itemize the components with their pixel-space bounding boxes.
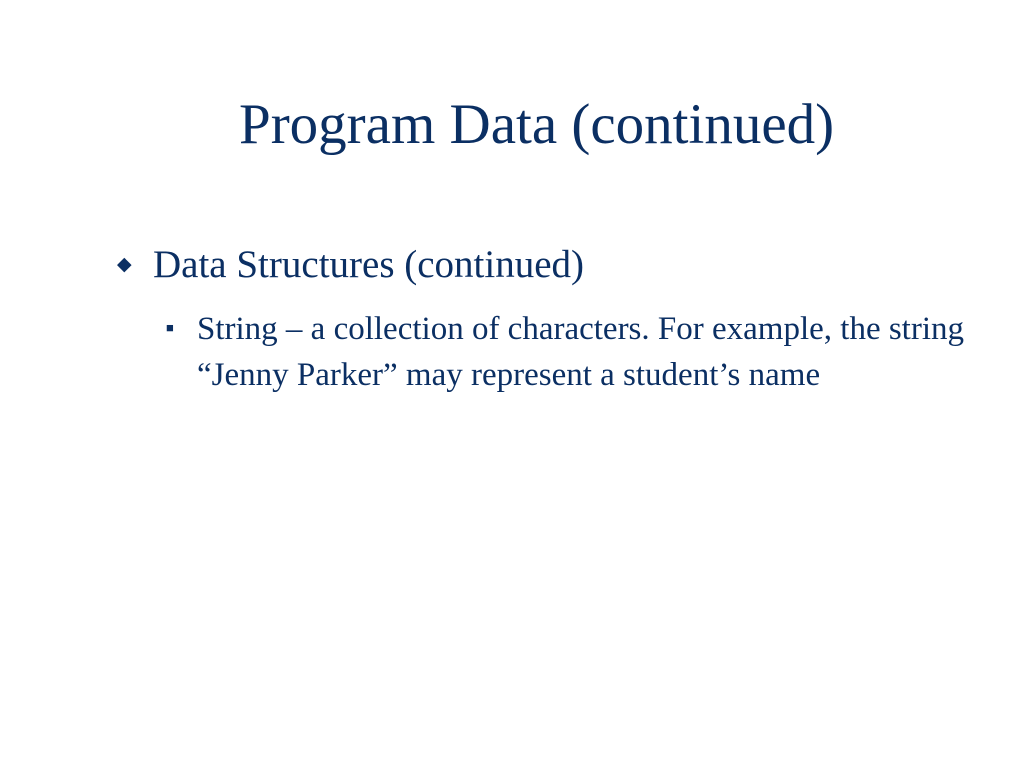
square-bullet-icon: ■ [166,320,174,335]
level-two-bullet-text: String – a collection of characters. For example, the string “Jenny Parker” may represent a student’s name [197,311,965,393]
level-two-bullet [166,306,986,398]
level-one-bullet-text: Data Structures (continued) [153,243,585,286]
level-one-bullet [117,243,917,287]
diamond-bullet-icon: ◆ [117,254,132,275]
slide-title: Program Data (continued) [239,93,835,156]
